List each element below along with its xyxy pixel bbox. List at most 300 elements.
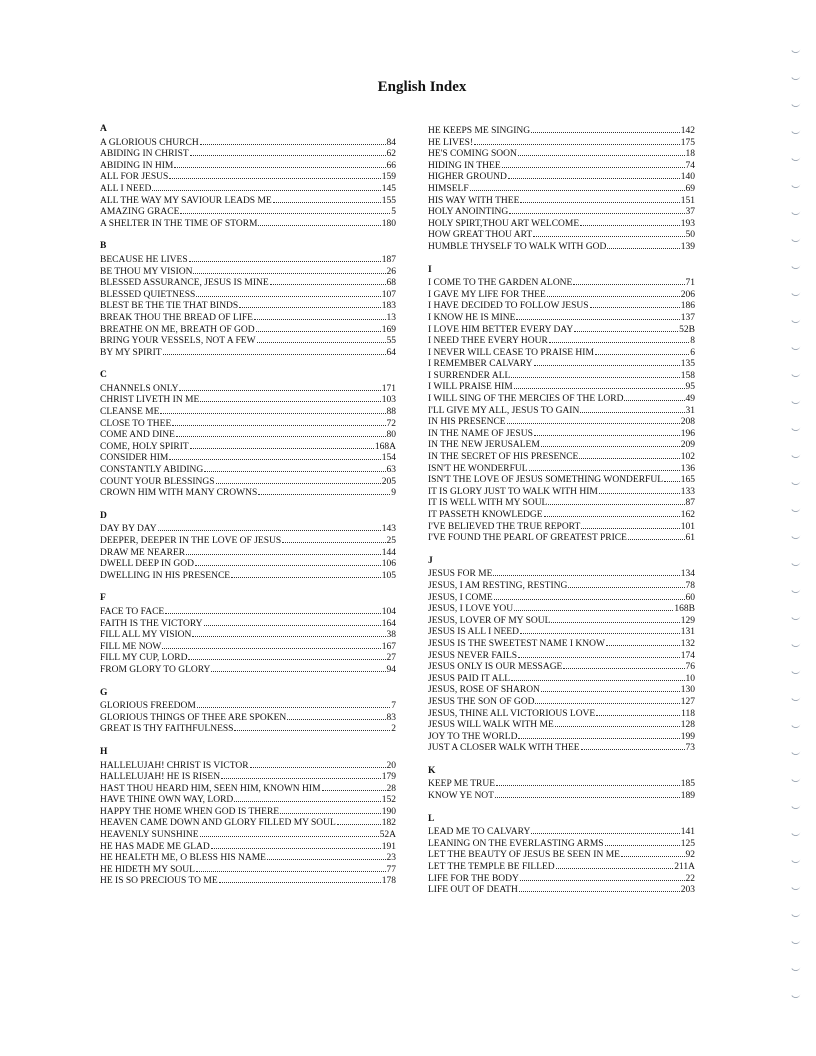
- index-entry: [100, 522, 396, 534]
- dot-leader: [520, 194, 679, 203]
- hymn-title: I'LL GIVE MY ALL, JESUS TO GAIN: [428, 405, 580, 416]
- page-number: 107: [381, 289, 396, 300]
- page-number: 193: [680, 218, 695, 229]
- page-number: 118: [681, 708, 695, 719]
- dot-leader: [211, 840, 381, 849]
- page-number: 8: [690, 336, 695, 347]
- index-entry: [100, 534, 396, 546]
- index-entry: [100, 194, 396, 206]
- index-entry: [100, 546, 396, 558]
- page-number: 84: [386, 137, 396, 148]
- index-entry: [100, 217, 396, 229]
- dot-leader: [254, 311, 386, 320]
- page-number: 71: [685, 278, 695, 289]
- index-entry: [428, 205, 695, 217]
- page-number: 20: [386, 760, 396, 771]
- hymn-title: BRING YOUR VESSELS, NOT A FEW: [100, 336, 256, 347]
- hymn-title: BLESSED QUIETNESS: [100, 289, 196, 300]
- index-entry: [428, 427, 695, 439]
- hymn-title: HUMBLE THYSELF TO WALK WITH GOD: [428, 241, 607, 252]
- section-letter: J: [428, 555, 433, 566]
- index-entry: [100, 699, 396, 711]
- dot-leader: [514, 380, 685, 389]
- binding-mark: [790, 830, 801, 837]
- page-number: 78: [685, 580, 695, 591]
- hymn-title: CHANNELS ONLY: [100, 383, 179, 394]
- hymn-title: IN HIS PRESENCE: [428, 417, 506, 428]
- dot-leader: [547, 288, 680, 297]
- hymn-title: ABIDING IN HIM: [100, 160, 174, 171]
- section-letter: H: [100, 746, 108, 757]
- dot-leader: [664, 473, 680, 482]
- dot-leader: [250, 759, 386, 768]
- hymn-title: JOY TO THE WORLD: [428, 731, 518, 742]
- dot-leader: [548, 496, 684, 505]
- page-number: 142: [680, 126, 695, 136]
- page-number: 128: [680, 720, 695, 731]
- dot-leader: [509, 205, 684, 214]
- binding-mark: [790, 290, 801, 297]
- page-number: 175: [680, 137, 695, 148]
- index-entry: [100, 863, 396, 875]
- hymn-title: LEANING ON THE EVERLASTING ARMS: [428, 838, 604, 849]
- index-entry: [100, 276, 396, 288]
- dot-leader: [563, 660, 684, 669]
- index-entry: [428, 660, 695, 672]
- page-number: 179: [381, 772, 396, 783]
- index-entry: [100, 205, 396, 217]
- hymn-title: COME, HOLY SPIRIT: [100, 441, 189, 452]
- page-number: 191: [381, 841, 396, 852]
- binding-mark: [790, 344, 801, 351]
- dot-leader: [580, 404, 684, 413]
- page-number: 37: [685, 207, 695, 218]
- hymn-title: DEEPER, DEEPER IN THE LOVE OF JESUS: [100, 536, 282, 546]
- hymn-title: I REMEMBER CALVARY: [428, 359, 533, 370]
- dot-leader: [606, 637, 680, 646]
- hymn-title: IT IS WELL WITH MY SOUL: [428, 498, 548, 509]
- index-entry: [428, 591, 695, 603]
- index-entry: [428, 649, 695, 661]
- hymn-title: ALL THE WAY MY SAVIOUR LEADS ME: [100, 195, 272, 206]
- dot-leader: [502, 159, 685, 168]
- hymn-title: BY MY SPIRIT: [100, 347, 162, 358]
- index-entry: [428, 837, 695, 849]
- dot-leader: [193, 265, 385, 274]
- page-number: 206: [680, 289, 695, 300]
- hymn-title: I'VE BELIEVED THE TRUE REPORT: [428, 521, 581, 532]
- binding-mark: [790, 74, 801, 81]
- section-letter: K: [428, 765, 436, 776]
- dot-leader: [186, 546, 381, 555]
- hymn-title: BLEST BE THE TIE THAT BINDS: [100, 301, 239, 312]
- dot-leader: [520, 872, 685, 881]
- dot-leader: [573, 276, 684, 285]
- index-entry: [100, 346, 396, 358]
- dot-leader: [494, 591, 685, 600]
- hymn-title: BLESSED ASSURANCE, JESUS IS MINE: [100, 278, 269, 289]
- hymn-title: HALLELUJAH! CHRIST IS VICTOR: [100, 760, 249, 771]
- page-number: 5: [391, 207, 396, 218]
- dot-leader: [189, 253, 381, 262]
- page-number: 22: [685, 873, 695, 884]
- index-entry: [100, 323, 396, 335]
- index-entry: [100, 170, 396, 182]
- binding-mark: [790, 128, 801, 135]
- page-number: 13: [386, 312, 396, 323]
- hymn-title: AMAZING GRACE: [100, 207, 180, 218]
- page-number: 144: [381, 547, 396, 558]
- dot-leader: [519, 883, 680, 892]
- binding-mark: [790, 803, 801, 810]
- page-number: 125: [680, 838, 695, 849]
- binding-mark: [790, 695, 801, 702]
- page-number: 31: [685, 405, 695, 416]
- hymn-title: HOW GREAT THOU ART: [428, 230, 533, 241]
- hymn-title: HIMSELF: [428, 183, 469, 194]
- dot-leader: [337, 816, 381, 825]
- dot-leader: [508, 170, 680, 179]
- dot-leader: [595, 346, 689, 355]
- binding-mark: [790, 371, 801, 378]
- index-entry: [428, 872, 695, 884]
- index-entry: [428, 602, 695, 614]
- index-entry: [100, 288, 396, 300]
- hymn-title: LEAD ME TO CALVARY: [428, 827, 531, 838]
- page-number: 168B: [674, 604, 695, 615]
- hymn-title: HE KEEPS ME SINGING: [428, 126, 531, 136]
- dot-leader: [282, 534, 385, 543]
- page-number: 152: [381, 795, 396, 806]
- binding-mark: [790, 155, 801, 162]
- page-number: 151: [680, 195, 695, 206]
- index-entry: [428, 825, 695, 837]
- hymn-title: JESUS ONLY IS OUR MESSAGE: [428, 662, 563, 673]
- page-number: 95: [685, 382, 695, 393]
- dot-leader: [190, 440, 374, 449]
- binding-mark: [790, 668, 801, 675]
- page-title: English Index: [377, 79, 467, 95]
- hymn-title: A GLORIOUS CHURCH: [100, 137, 199, 148]
- index-entry: [100, 840, 396, 852]
- page-number: 165: [680, 475, 695, 486]
- binding-mark: [790, 236, 801, 243]
- index-entry: [428, 288, 695, 300]
- hymn-title: FILL ME NOW: [100, 641, 162, 652]
- dot-leader: [511, 369, 679, 378]
- hymn-title: HOLY SPIRT,THOU ART WELCOME: [428, 218, 580, 229]
- page-number: 101: [680, 521, 695, 532]
- index-entry: [428, 567, 695, 579]
- hymn-title: HALLELUJAH! HE IS RISEN: [100, 772, 221, 783]
- dot-leader: [531, 124, 680, 133]
- dot-leader: [200, 136, 386, 145]
- index-entry: [428, 496, 695, 508]
- index-entry: [100, 451, 396, 463]
- page-number: 18: [685, 149, 695, 160]
- page-number: 50: [685, 230, 695, 241]
- dot-leader: [514, 602, 673, 611]
- dot-leader: [581, 520, 679, 529]
- hymn-title: I GAVE MY LIFE FOR THEE: [428, 289, 546, 300]
- index-entry: [100, 486, 396, 498]
- hymn-title: HIGHER GROUND: [428, 172, 507, 183]
- dot-leader: [621, 848, 685, 857]
- binding-mark: [790, 263, 801, 270]
- hymn-title: I WILL PRAISE HIM: [428, 382, 513, 393]
- index-entry: [428, 369, 695, 381]
- binding-mark: [790, 911, 801, 918]
- hymn-title: HE HIDETH MY SOUL: [100, 864, 195, 875]
- index-entry: [100, 816, 396, 828]
- binding-mark: [790, 182, 801, 189]
- dot-leader: [219, 874, 381, 883]
- page-number: 158: [680, 370, 695, 381]
- index-section: [100, 124, 396, 228]
- page-number: 211A: [674, 862, 695, 873]
- hymn-title: JESUS, I COME: [428, 592, 493, 603]
- hymn-title: JESUS, I LOVE YOU: [428, 604, 514, 615]
- page-number: 133: [680, 486, 695, 497]
- page-number: 185: [680, 779, 695, 790]
- hymn-title: HOLY ANOINTING: [428, 207, 509, 218]
- dot-leader: [574, 323, 678, 332]
- page-number: 159: [381, 172, 396, 183]
- binding-mark: [790, 587, 801, 594]
- page-number: 25: [386, 536, 396, 546]
- index-entry: [428, 718, 695, 730]
- binding-mark: [790, 101, 801, 108]
- dot-leader: [169, 451, 380, 460]
- dot-leader: [270, 276, 386, 285]
- dot-leader: [529, 462, 680, 471]
- page-number: 94: [386, 664, 396, 675]
- dot-leader: [221, 770, 381, 779]
- hymn-title: ALL I NEED: [100, 183, 152, 194]
- index-entry: [428, 883, 695, 895]
- dot-leader: [544, 508, 680, 517]
- page-number: 76: [685, 662, 695, 673]
- section-letter: D: [100, 510, 107, 521]
- binding-mark: [790, 560, 801, 567]
- index-entry: [100, 299, 396, 311]
- binding-mark: [790, 749, 801, 756]
- dot-leader: [174, 159, 385, 168]
- page-number: 105: [381, 570, 396, 581]
- index-entry: [428, 404, 695, 416]
- index-entry: [428, 380, 695, 392]
- hymn-title: IN THE NAME OF JESUS: [428, 428, 533, 439]
- index-section: [100, 370, 396, 498]
- dot-leader: [511, 672, 684, 681]
- page-number: 155: [381, 195, 396, 206]
- dot-leader: [520, 625, 680, 634]
- page-number: 178: [381, 876, 396, 887]
- index-section: [100, 747, 396, 886]
- page-number: 196: [680, 428, 695, 439]
- index-entry: [428, 276, 695, 288]
- hymn-title: DRAW ME NEARER: [100, 547, 186, 558]
- hymn-title: HAVE THINE OWN WAY, LORD: [100, 795, 234, 806]
- page-number: 136: [680, 463, 695, 474]
- index-entry: [428, 848, 695, 860]
- hymn-title: JESUS IS ALL I NEED: [428, 627, 519, 638]
- dot-leader: [568, 579, 684, 588]
- dot-leader: [231, 569, 381, 578]
- hymn-title: I NEVER WILL CEASE TO PRAISE HIM: [428, 347, 594, 358]
- hymn-title: FILL MY CUP, LORD: [100, 653, 188, 664]
- index-column-right: [428, 124, 695, 908]
- page-number: 129: [680, 615, 695, 626]
- hymn-title: I SURRENDER ALL: [428, 370, 511, 381]
- index-entry: [428, 485, 695, 497]
- index-entry: [100, 805, 396, 817]
- page-number: 180: [381, 218, 396, 229]
- dot-leader: [280, 805, 381, 814]
- dot-leader: [535, 695, 679, 704]
- index-entry: [428, 579, 695, 591]
- page-number: 145: [381, 183, 396, 194]
- index-entry: [100, 405, 396, 417]
- index-entry: [428, 520, 695, 532]
- hymn-title: CLOSE TO THEE: [100, 418, 172, 429]
- dot-leader: [267, 851, 386, 860]
- index-entry: [428, 508, 695, 520]
- dot-leader: [257, 334, 386, 343]
- section-letter: L: [428, 813, 435, 824]
- binding-mark: [790, 506, 801, 513]
- dot-leader: [190, 147, 386, 156]
- dot-leader: [322, 782, 386, 791]
- hymn-title: LIFE OUT OF DEATH: [428, 885, 518, 896]
- page-number: 169: [381, 324, 396, 335]
- hymn-title: JESUS THE SON OF GOD: [428, 696, 535, 707]
- page-number: 104: [381, 606, 396, 617]
- page-number: 83: [386, 712, 396, 723]
- page-number: 62: [386, 149, 396, 160]
- page-number: 103: [381, 395, 396, 406]
- hymn-title: I HAVE DECIDED TO FOLLOW JESUS: [428, 301, 589, 312]
- hymn-title: BREATHE ON ME, BREATH OF GOD: [100, 324, 255, 335]
- binding-mark: [790, 776, 801, 783]
- index-section: [428, 766, 695, 801]
- page-number: 205: [381, 476, 396, 487]
- hymn-title: CONSTANTLY ABIDING: [100, 465, 204, 476]
- index-entry: [428, 240, 695, 252]
- index-entry: [428, 625, 695, 637]
- hymn-title: GLORIOUS THINGS OF THEE ARE SPOKEN: [100, 712, 287, 723]
- dot-leader: [180, 205, 390, 214]
- index-entry: [428, 334, 695, 346]
- binding-mark: [790, 425, 801, 432]
- index-entry: [100, 159, 396, 171]
- dot-leader: [162, 640, 380, 649]
- index-entry: [100, 628, 396, 640]
- dot-leader: [204, 463, 385, 472]
- dot-leader: [195, 557, 381, 566]
- index-entry: [428, 695, 695, 707]
- hymn-title: CONSIDER HIM: [100, 453, 169, 464]
- index-entry: [428, 346, 695, 358]
- index-entry: [428, 741, 695, 753]
- page-number: 87: [685, 498, 695, 509]
- page-number: 199: [680, 731, 695, 742]
- hymn-title: HIDING IN THEE: [428, 160, 501, 171]
- page-number: 168A: [374, 441, 396, 452]
- hymn-title: ALL FOR JESUS: [100, 172, 169, 183]
- dot-leader: [507, 415, 680, 424]
- binding-mark: [790, 614, 801, 621]
- page-number: 174: [680, 650, 695, 661]
- binding-mark: [790, 317, 801, 324]
- dot-leader: [533, 228, 684, 237]
- page-number: 186: [680, 301, 695, 312]
- binding-mark: [790, 857, 801, 864]
- index-entry: [428, 228, 695, 240]
- index-entry: [100, 605, 396, 617]
- dot-leader: [474, 136, 680, 145]
- page-number: 68: [386, 278, 396, 289]
- page-number: 182: [381, 818, 396, 829]
- hymn-title: JESUS, LOVER OF MY SOUL: [428, 615, 551, 626]
- hymn-title: I'VE FOUND THE PEARL OF GREATEST PRICE: [428, 533, 627, 544]
- index-section: [100, 511, 396, 581]
- binding-mark: [790, 965, 801, 972]
- hymn-title: HE HAS MADE ME GLAD: [100, 841, 210, 852]
- dot-leader: [518, 147, 685, 156]
- hymn-title: ABIDING IN CHRIST: [100, 149, 189, 160]
- page-number: 131: [680, 627, 695, 638]
- page-number: 140: [680, 172, 695, 183]
- index-entry: [100, 782, 396, 794]
- index-entry: [428, 683, 695, 695]
- index-entry: [428, 217, 695, 229]
- hymn-title: GREAT IS THY FAITHFULNESS: [100, 724, 234, 735]
- hymn-title: JESUS IS THE SWEETEST NAME I KNOW: [428, 638, 605, 649]
- index-entry: [100, 393, 396, 405]
- hymn-title: KEEP ME TRUE: [428, 779, 496, 790]
- dot-leader: [204, 617, 381, 626]
- hymn-title: ISN'T HE WONDERFUL: [428, 463, 528, 474]
- index-entry: [428, 614, 695, 626]
- binding-mark: [790, 47, 801, 54]
- dot-leader: [234, 793, 380, 802]
- hymn-title: BE THOU MY VISION: [100, 266, 193, 277]
- hymn-title: ISN'T THE LOVE OF JESUS SOMETHING WONDERFUL: [428, 475, 663, 486]
- page-number: 77: [386, 864, 396, 875]
- index-entry: [428, 311, 695, 323]
- page-number: 134: [680, 569, 695, 580]
- binding-mark: [790, 641, 801, 648]
- hymn-title: IN THE NEW JERUSALEM: [428, 440, 540, 451]
- hymn-title: BECAUSE HE LIVES: [100, 254, 188, 265]
- index-entry: [428, 170, 695, 182]
- hymn-title: JESUS WILL WALK WITH ME: [428, 720, 554, 731]
- section-letter: I: [428, 264, 432, 275]
- dot-leader: [628, 531, 685, 540]
- hymn-title: HE IS SO PRECIOUS TO ME: [100, 876, 218, 887]
- hymn-title: COME AND DINE: [100, 430, 175, 441]
- hymn-title: DWELL DEEP IN GOD: [100, 559, 195, 570]
- hymn-title: LET THE BEAUTY OF JESUS BE SEEN IN ME: [428, 850, 620, 861]
- dot-leader: [605, 837, 680, 846]
- page-number: 208: [680, 417, 695, 428]
- dot-leader: [196, 288, 380, 297]
- binding-mark: [790, 533, 801, 540]
- page-number: 162: [680, 510, 695, 520]
- hymn-title: DWELLING IN HIS PRESENCE: [100, 570, 231, 581]
- page-number: 10: [685, 673, 695, 684]
